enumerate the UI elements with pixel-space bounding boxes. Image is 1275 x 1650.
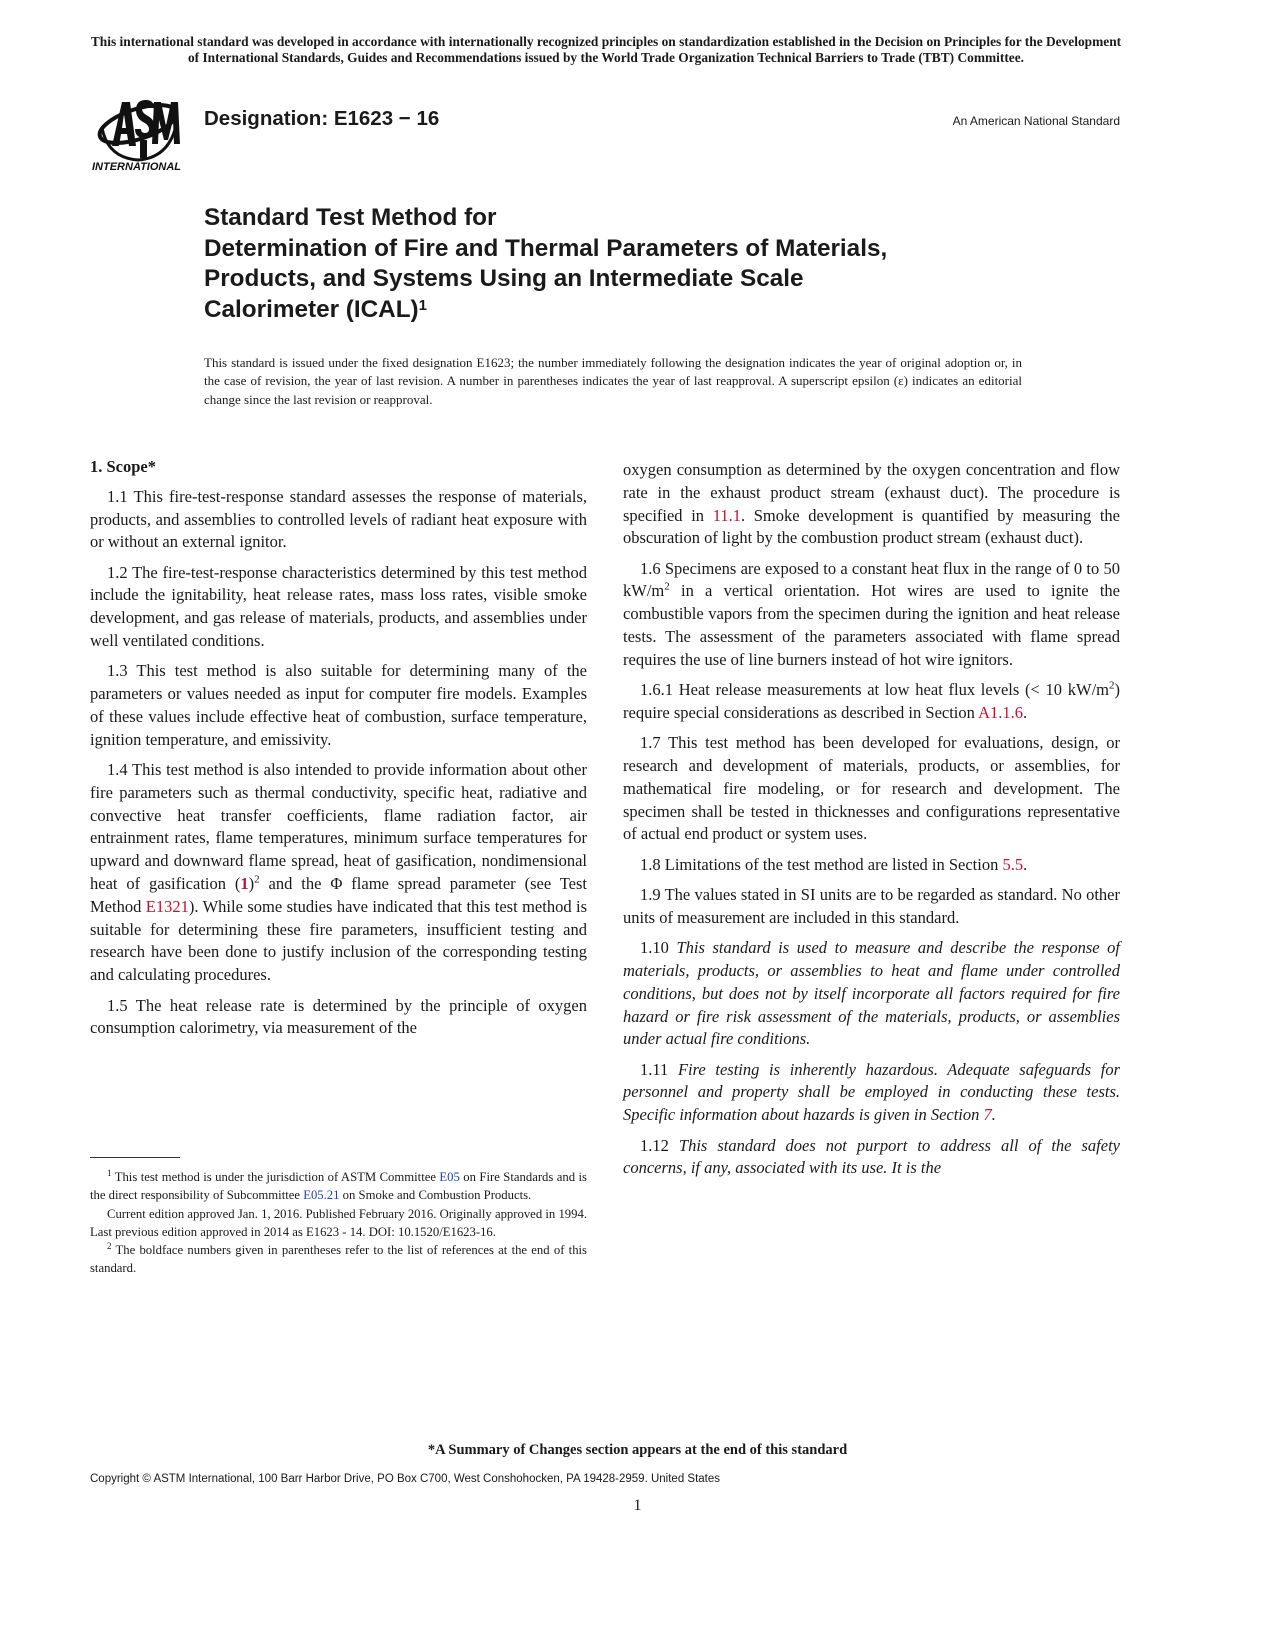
- paragraph: 1.8 Limitations of the test method are listed in Section 5.5.: [640, 854, 1028, 874]
- document-title: [204, 203, 1084, 325]
- issued-note: This standard is issued under the fixed designation E1623; the number immediately following the designation indicates the year of original adoption or, in the case of revision, the year of last revision. A number in parentheses indicates the year of last reapproval. A superscript epsilon (ε) indicates an editorial change since the last revision or reapproval.: [204, 355, 1022, 407]
- paragraph: 1.6.1 Heat release measurements at low heat flux levels (< 10 $kW/m^2$) require special considerations as described in Section A1.1.6.: [623, 679, 1120, 722]
- astm-logo: [88, 88, 194, 174]
- paragraph: 1.1 This fire-test-response standard assesses the response of materials, products, and assemblies to controlled levels of radiant heat exposure with or without an external ignitor.: [90, 486, 587, 552]
- section-link[interactable]: 5.5: [1002, 854, 1024, 874]
- subcommittee-link[interactable]: E05.21: [303, 1188, 340, 1203]
- wto-notice: This international standard was developed in accordance with internationally recognized principles on standardization established in the Decision on Principles for the Development of International Standards, Guides and Recommendations issued by the World Trade Organization Technical Barriers to Trade (TBT) Committee.: [90, 34, 1122, 65]
- paragraph: 1.12 This standard does not purport to address all of the safety concerns, if any, associated with its use. It is the: [623, 1135, 1120, 1178]
- paragraph: 1.5 The heat release rate is determined by the principle of oxygen consumption calorimetry, via measurement of the: [90, 995, 587, 1038]
- page-number: 1: [633, 1497, 642, 1514]
- footnotes: [90, 1168, 587, 1278]
- american-national-standard-label: An American National Standard: [952, 114, 1120, 128]
- footnote: Current edition approved Jan. 1, 2016. Published February 2016. Originally approved in 1994. Last previous edition approved in 2014 as E1623 - 14. DOI: 10.1520/E1623-16.: [90, 1206, 587, 1239]
- title-line: Standard Test Method for: [204, 204, 497, 231]
- paragraph: 1.7 This test method has been developed for evaluations, design, or research and development of materials, products, or assemblies, for mathematical fire modeling, or for research and development. The specimen shall be tested in thicknesses and configurations representative of actual end product or system uses.: [623, 733, 1120, 844]
- paragraph: 1.6 Specimens are exposed to a constant heat flux in the range of 0 to 50 $kW/m^2$ in a vertical orientation. Hot wires are used to ignite the combustible vapors from the specimen during the ignition and heat release tests. The assessment of the parameters associated with flame spread requires the use of line burners instead of hot wire ignitors.: [623, 558, 1120, 669]
- title-line: Calorimeter (ICAL)$^1$: [204, 295, 427, 323]
- paragraph: 1.11 Fire testing is inherently hazardous. Adequate safeguards for personnel and property shall be employed in conducting these tests. Specific information about hazards is given in Section 7.: [623, 1059, 1121, 1125]
- right-column: [623, 459, 1120, 1188]
- paragraph: 1.4 This test method is also intended to provide information about other fire parameters such as thermal conductivity, specific heat, radiative and convective heat transfer coefficients, flame radiation factor, air entrainment rates, flame temperatures, minimum surface temperatures for upward and downward flame spread, heat of gasification, nondimensional heat of gasification $(1)^2$ and the Φ flame spread parameter (see Test Method E1321). While some studies have indicated that this test method is suitable for determining these fire parameters, insufficient testing and research have been done to justify inclusion of the corresponding testing and calculating procedures.: [90, 760, 587, 985]
- section-link[interactable]: A1.1.6: [978, 702, 1024, 722]
- section-link[interactable]: 7: [983, 1105, 992, 1125]
- committee-link[interactable]: E05: [439, 1170, 460, 1184]
- copyright: Copyright © ASTM International, 100 Barr Harbor Drive, PO Box C700, West Conshohocken, PA 19428-2959. United States: [90, 1473, 721, 1485]
- footnote: $^1$ This test method is under the jurisdiction of ASTM Committee E05 on Fire Standards and is the direct responsibility of Subcommittee E05.21 on Smoke and Combustion Products.: [90, 1167, 587, 1203]
- paragraph: 1.2 The fire-test-response characteristics determined by this test method include the ignitability, heat release rates, mass loss rates, visible smoke development, and gas release of materials, products, and assemblies under well ventilated conditions.: [90, 562, 587, 651]
- designation: Designation: E1623 − 16: [204, 107, 440, 130]
- e1321-link[interactable]: E1321: [145, 896, 189, 916]
- paragraph: 1.9 The values stated in SI units are to be regarded as standard. No other units of measurement are included in this standard.: [623, 885, 1120, 927]
- paragraph: 1.10 This standard is used to measure and describe the response of materials, products, or assemblies to heat and flame under controlled conditions, but does not by itself incorporate all factors required for fire hazard or fire risk assessment of the materials, products, or assemblies under actual fire conditions.: [623, 938, 1121, 1049]
- svg-text:INTERNATIONAL: INTERNATIONAL: [92, 161, 182, 173]
- left-column: [90, 456, 587, 1048]
- footnote-ref[interactable]: 1: [418, 296, 427, 314]
- section-heading: 1. Scope*: [90, 457, 156, 476]
- title-line: Products, and Systems Using an Intermediate Scale: [204, 265, 804, 292]
- reference-link[interactable]: 1: [240, 874, 249, 894]
- paragraph: oxygen consumption as determined by the oxygen concentration and flow rate in the exhaust product stream (exhaust duct). The procedure is specified in 11.1. Smoke development is quantified by measuring the obscuration of light by the combustion product stream (exhaust duct).: [623, 460, 1120, 548]
- footnote: $^2$ The boldface numbers given in parentheses refer to the list of references at the end of this standard.: [90, 1240, 587, 1276]
- paragraph: 1.3 This test method is also suitable for determining many of the parameters or values needed as input for computer fire models. Examples of these values include effective heat of combustion, surface temperature, ignition temperature, and emissivity.: [90, 661, 587, 749]
- title-line: Determination of Fire and Thermal Parameters of Materials,: [204, 234, 888, 262]
- section-link[interactable]: 11.1: [712, 505, 741, 525]
- footnote-divider: [90, 1157, 180, 1158]
- summary-of-changes-note: *A Summary of Changes section appears at the end of this standard: [427, 1442, 848, 1458]
